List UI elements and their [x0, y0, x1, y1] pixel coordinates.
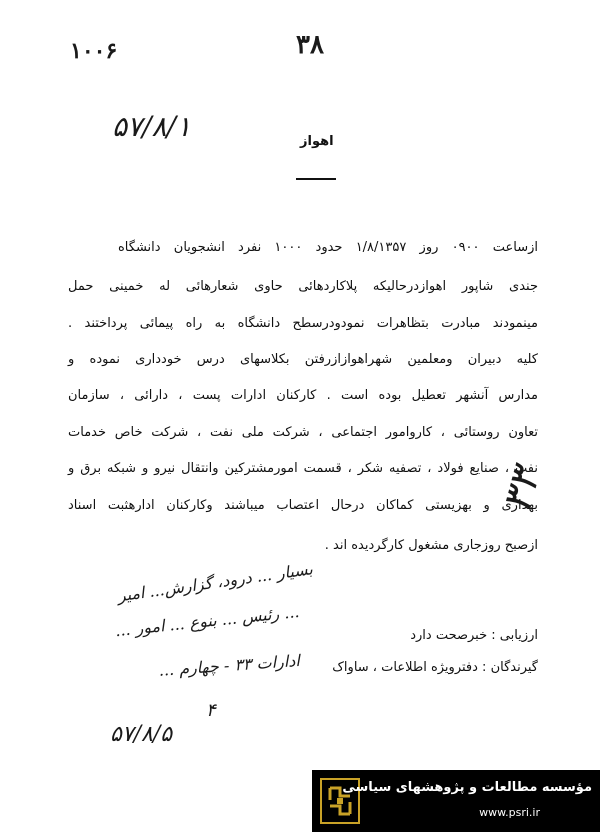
body-line-4: کلیه دبیران ومعلمین شهراهوازازرفتن بکلاسهای درس خودداری نموده و: [68, 352, 538, 367]
city-heading: اهواز: [300, 134, 334, 149]
body-line-7: نفت ، صنایع فولاد ، تصفیه شکر ، قسمت امورمشترکین وانتقال نیرو و شبکه برق و: [68, 461, 538, 476]
footer-banner: [312, 770, 600, 832]
body-line-3: مینمودند مبادرت بتظاهرات نمودودرسطح دانشگاه به راه پیمائی پرداختند .: [68, 316, 538, 331]
margin-note: ۳۳: [493, 464, 550, 518]
handwritten-note-2: ... رئیس ... بنوع ... امور ...: [114, 601, 301, 641]
body-line-6: تعاون روستائی ، کاروامور اجتماعی ، شرکت ملی نفت ، شرکت خاص خدمات: [68, 425, 538, 440]
body-line-1: ازساعت ۰۹۰۰ روز ۱/۸/۱۳۵۷ حدود ۱۰۰۰ نفرد انشجویان دانشگاه: [118, 240, 538, 255]
heading-underline: [296, 178, 336, 180]
handwritten-date: ۵۷/۸/۱: [112, 110, 192, 143]
handwritten-date-2: ۵۷/۸/۵: [110, 722, 173, 747]
handwritten-note-3: ادارات ۳۳ - چهارم ...: [158, 650, 301, 680]
body-line-5: مدارس آنشهر تعطیل بوده است . کارکنان ادارات پست ، دارائی ، سازمان: [68, 388, 538, 403]
body-line-8: بهداری و بهزیستی کماکان درحال اعتصاب میباشند وکارکنان ادارهثبت اسناد: [68, 498, 538, 513]
body-line-2: جندی شاپور اهوازدرحالیکه پلاکاردهائی حاوی شعارهائی له خمینی حمل: [68, 279, 538, 294]
organization-name: مؤسسه مطالعات و پژوهشهای سیاسی: [342, 780, 592, 795]
recipients-line: گیرندگان : دفترویژه اطلاعات ، ساواک: [332, 660, 538, 675]
organization-url[interactable]: www.psri.ir: [479, 806, 540, 819]
body-line-9: ازصبح روزجاری مشغول کارگردیده اند .: [324, 538, 538, 553]
evaluation-line: ارزیابی : خبرصحت دارد: [410, 628, 538, 643]
file-number: ۱۰۰۶: [70, 38, 118, 64]
page-number: ۳۸: [296, 30, 324, 60]
handwritten-note-1: بسیار ... درود، گزارش... امیر: [116, 559, 314, 606]
handwritten-note-4: ۴: [206, 700, 216, 721]
